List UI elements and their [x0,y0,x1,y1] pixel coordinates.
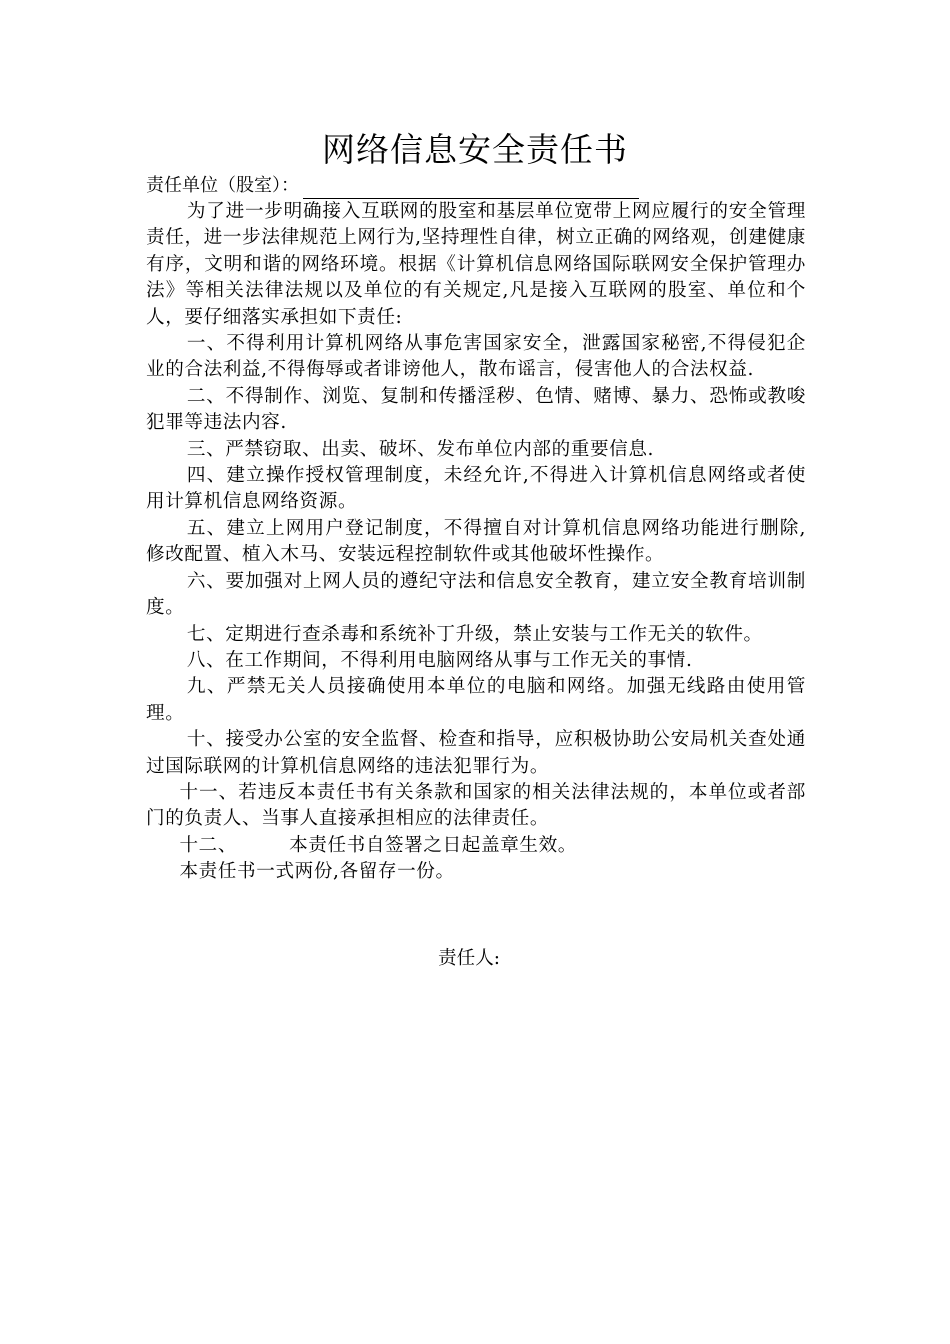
item-paragraph: 七、定期进行查杀毒和系统补丁升级，禁止安装与工作无关的软件。 [186,623,763,645]
responsible-unit-blank [303,178,639,199]
item-paragraph: 四、建立操作授权管理制度，未经允许,不得进入计算机信息网络或者使用计算机信息网络资源。 [146,465,806,513]
item-paragraph: 十一、若违反本责任书有关条款和国家的相关法律法规的，本单位或者部门的负责人、当事人直接承担相应的法律责任。 [146,781,806,830]
item-paragraph: 三、严禁窃取、出卖、破坏、发布单位内部的重要信息. [186,438,655,460]
responsible-unit-line [146,173,639,199]
document-body [146,199,806,886]
item-paragraph: 十、接受办公室的安全监督、检查和指导，应积极协助公安局机关查处通过国际联网的计算机信息网络的违法犯罪行为。 [146,729,806,777]
item-paragraph: 六、要加强对上网人员的遵纪守法和信息安全教育，建立安全教育培训制度。 [146,570,806,619]
intro-paragraph: 为了进一步明确接入互联网的股室和基层单位宽带上网应履行的安全管理责任，进一步法律规范上网行为,坚持理性自律，树立正确的网络观，创建健康有序，文明和谐的网络环境。根据《计算机信息网络国际联网安全保护管理办法》等相关法律法规以及单位的有关规定,凡是接入互联网的股室、单位和个人，要仔细落实承担如下责任: [146,201,806,328]
document-title: 网络信息安全责任书 [322,130,628,169]
copies-paragraph: 本责任书一式两份,各留存一份。 [179,861,455,883]
item-paragraph: 五、建立上网用户登记制度，不得擅自对计算机信息网络功能进行删除,修改配置、植入木马、安装远程控制软件或其他破坏性操作。 [146,517,806,566]
item-12-text: 本责任书自签署之日起盖章生效。 [289,834,577,856]
item-paragraph: 八、在工作期间，不得利用电脑网络从事与工作无关的事情. [186,649,693,671]
item-paragraph: 一、不得利用计算机网络从事危害国家安全，泄露国家秘密,不得侵犯企业的合法利益,不得侮辱或者诽谤他人，散布谣言，侵害他人的合法权益. [146,333,806,381]
item-paragraph: 二、不得制作、浏览、复制和传播淫秽、色情、赌博、暴力、恐怖或教唆犯罪等违法内容. [146,385,806,434]
signer-label: 责任人: [438,948,501,969]
item-paragraph: 九、严禁无关人员接确使用本单位的电脑和网络。加强无线路由使用管理。 [146,676,806,724]
item-12-label: 十二、 [179,834,238,856]
responsible-unit-label: 责任单位（股室）： [146,175,299,196]
item-12-paragraph [146,833,806,859]
